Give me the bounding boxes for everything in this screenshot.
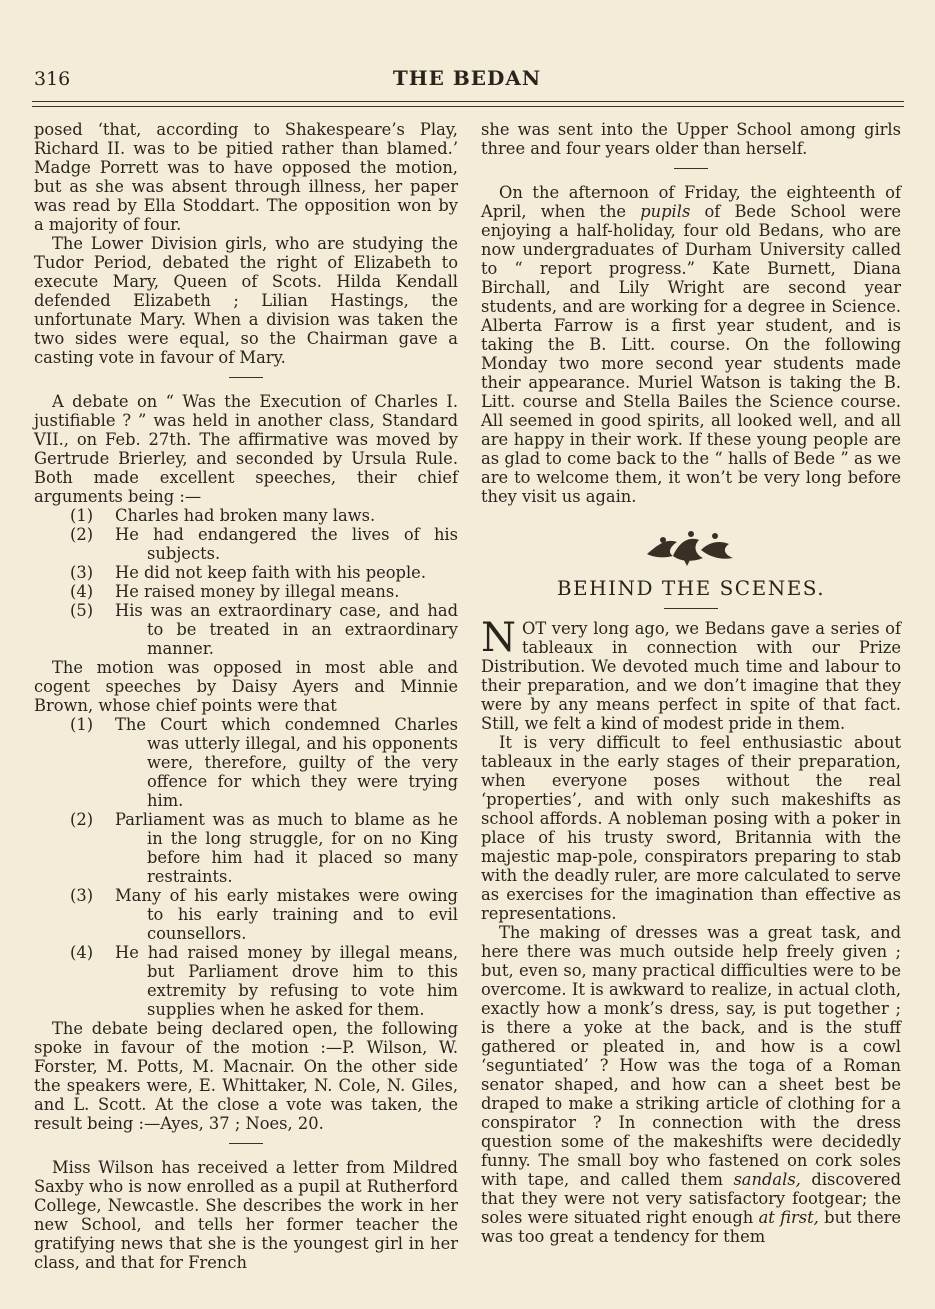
list-item: [70, 582, 458, 601]
list-item: [70, 810, 458, 886]
left-column: [34, 120, 458, 1272]
section-heading: BEHIND THE SCENES.: [556, 576, 826, 600]
list-item: [70, 715, 458, 810]
list-item: [70, 525, 458, 563]
text-run: On the afternoon of Friday, the eighteenth of April, when the: [481, 183, 901, 221]
separator-rule: [229, 1143, 263, 1144]
list-text: Many of his early mistakes were owing to his early training and to evil counsellors.: [115, 886, 458, 943]
right-column: [481, 120, 901, 1246]
paragraph: [481, 615, 901, 733]
text-run: of Bede School were enjoying a half-holiday, four old Bedans, who are now undergraduates of Durham University called to “ report progress.” Kate Burnett, Diana Birchall, and Lily Wright are second year students, and are working for a degree in Science. Alberta Farrow is a first year student, and is taking the B. Litt. course. On the following Monday two more second year students made their appearance. Muriel Watson is taking the B. Litt. course and Stella Bailes the Science course. All seemed in good spirits, all looked well, and all are happy in their work. If these young people are as glad to come back to the “ halls of Bede ” as we are to welcome them, it won’t be very long before they visit us again.: [481, 202, 901, 506]
emphasis-text: at first,: [758, 1208, 819, 1227]
paragraph: posed ‘that, according to Shakespeare’s Play, Richard II. was to be pitied rather than blamed.’ Madge Porrett was to have opposed the motion, but as she was absent through illness, her paper was read by Ella Stoddart. The opposition won by a majority of four.: [34, 120, 458, 234]
list-text: He raised money by illegal means.: [115, 582, 400, 601]
separator-rule: [674, 168, 708, 169]
text-run: The making of dresses was a great task, and here there was much outside help freely given ; but, even so, many practical difficulties were to be overcome. It is awkward to realize, in actual cloth, exactly how a monk’s dress, say, is put together ; is there a yoke at the back, and is the stuff gathered or pleated in, and how is a cowl ‘seguntiated’ ? How was the toga of a Roman senator shaped, and how can a sheet best be draped to make a striking article of clothing for a conspirator ? In connection with the dress question some of the makeshifts were decidedly funny. The small boy who fastened on cork soles with tape, and called them: [481, 923, 901, 1189]
list-text: He had endangered the lives of his subjects.: [115, 525, 458, 563]
list-item: [70, 601, 458, 658]
opposition-arguments-list: [34, 715, 458, 1019]
list-number: (2): [70, 810, 94, 829]
list-text: He had raised money by illegal means, but Parliament drove him to this extremity by refusing to vote him supplies when he asked for them.: [115, 943, 458, 1019]
paragraph: [481, 183, 901, 506]
list-number: (1): [70, 715, 94, 734]
text-run: but there was too great a tendency for them: [481, 1208, 901, 1246]
emphasis-text: pupils: [640, 202, 691, 221]
list-text: His was an extraordinary case, and had to be treated in an extraordinary manner.: [115, 601, 458, 658]
paragraph: she was sent into the Upper School among girls three and four years older than herself.: [481, 120, 901, 158]
list-text: He did not keep faith with his people.: [115, 563, 426, 582]
page-number: 316: [34, 68, 71, 90]
header-rule-bottom: [32, 106, 904, 107]
paragraph: It is very difficult to feel enthusiastic about tableaux in the early stages of their preparation, when everyone poses without the real ‘properties’, and with only such makeshifts as school affords. A nobleman posing with a poker in place of his trusty sword, Britannia with the majestic map-pole, conspirators preparing to stab with the deadly ruler, are more calculated to serve as exercises for the imagination than effective as representations.: [481, 733, 901, 923]
list-text: The Court which condemned Charles was utterly illegal, and his opponents were, therefore, guilty of the very offence for which they were trying him.: [115, 715, 458, 810]
paragraph: A debate on “ Was the Execution of Charles I. justifiable ? ” was held in another class, Standard VII., on Feb. 27th. The affirmative was moved by Gertrude Brierley, and seconded by Ursula Rule. Both made excellent speeches, their chief arguments being :—: [34, 392, 458, 506]
drop-cap: N: [481, 615, 516, 661]
affirmative-arguments-list: [34, 506, 458, 658]
page-header: [32, 66, 902, 94]
list-text: Parliament was as much to blame as he in the long struggle, for on no King before him had it placed so many restraints.: [115, 810, 458, 886]
emphasis-text: sandals,: [733, 1170, 801, 1189]
list-number: (3): [70, 886, 94, 905]
list-number: (4): [70, 582, 94, 601]
list-item: [70, 506, 458, 525]
list-number: (4): [70, 943, 94, 962]
paragraph: The debate being declared open, the following spoke in favour of the motion :—P. Wilson, W. Forster, M. Potts, M. Macnair. On the other side the speakers were, E. Whittaker, N. Cole, N. Giles, and L. Scott. At the close a vote was taken, the result being :—Ayes, 37 ; Noes, 20.: [34, 1019, 458, 1133]
text-run: OT very long ago, we Bedans gave a series of tableaux in connection with our Prize Distribution. We devoted much time and labour to their preparation, and we don’t imagine that they were by any means perfect in spite of that fact. Still, we felt a kind of modest pride in them.: [481, 619, 901, 733]
title-rule: [664, 608, 718, 609]
text-run: discovered that they were not very satisfactory footgear; the soles were situated right enough: [481, 1170, 901, 1227]
paragraph: The motion was opposed in most able and cogent speeches by Daisy Ayers and Minnie Brown, whose chief points were that: [34, 658, 458, 715]
list-number: (3): [70, 563, 94, 582]
list-number: (5): [70, 601, 94, 620]
paragraph: [481, 923, 901, 1246]
fleuron-ornament-icon: [481, 528, 901, 568]
list-item: [70, 943, 458, 1019]
list-number: (1): [70, 506, 94, 525]
list-item: [70, 563, 458, 582]
paragraph: The Lower Division girls, who are studying the Tudor Period, debated the right of Elizabeth to execute Mary, Queen of Scots. Hilda Kendall defended Elizabeth ; Lilian Hastings, the unfortunate Mary. When a division was taken the two sides were equal, so the Chairman gave a casting vote in favour of Mary.: [34, 234, 458, 367]
running-title: THE BEDAN: [392, 66, 542, 90]
list-item: [70, 886, 458, 943]
list-text: Charles had broken many laws.: [115, 506, 376, 525]
list-number: (2): [70, 525, 94, 544]
separator-rule: [229, 377, 263, 378]
header-rule-top: [32, 101, 904, 102]
paragraph: Miss Wilson has received a letter from Mildred Saxby who is now enrolled as a pupil at Rutherford College, Newcastle. She describes the work in her new School, and tells her former teacher the gratifying news that she is the youngest girl in her class, and that for French: [34, 1158, 458, 1272]
